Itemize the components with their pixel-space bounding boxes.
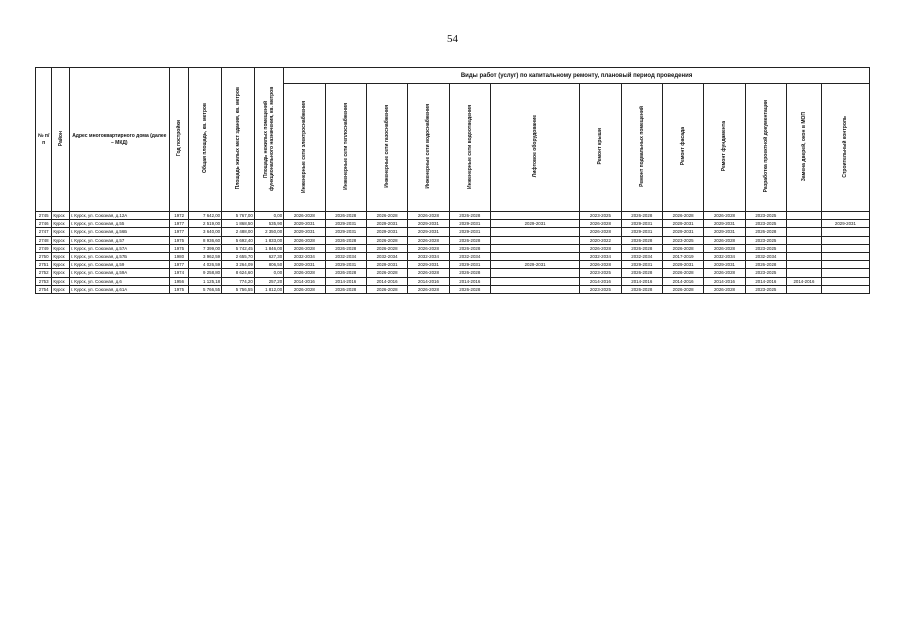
cell-address: г. Курск, ул. Союзная, д.57Б: [69, 252, 169, 260]
col-header-heat: Инженерные сети теплоснабжения: [325, 84, 366, 212]
cell-construction-control: 2029-2031: [821, 220, 869, 228]
cell-facade: 2026-2028: [662, 285, 703, 293]
col-header-construction-control: Строительный контроль: [821, 84, 869, 212]
cell-area-living: 774,20: [222, 277, 255, 285]
cell-basement: 2029-2031: [621, 261, 662, 269]
cell-electric: 2026-2028: [284, 244, 325, 252]
cell-area-non-residential: 1 846,00: [254, 244, 283, 252]
cell-facade: 2023-2025: [662, 236, 703, 244]
cell-area-living: 5 756,55: [222, 285, 255, 293]
cell-area-total: 9 258,80: [189, 269, 222, 277]
cell-gas: 2029-2031: [366, 261, 407, 269]
cell-area-total: 5 766,55: [189, 285, 222, 293]
cell-electric: 2026-2028: [284, 285, 325, 293]
cell-row-number: 2751: [36, 261, 52, 269]
cell-roof: 2023-2025: [580, 212, 621, 220]
cell-basement: 2026-2028: [621, 269, 662, 277]
cell-gas: 2026-2028: [366, 212, 407, 220]
cell-foundation: 2026-2028: [704, 244, 745, 252]
cell-foundation: 2029-2031: [704, 228, 745, 236]
cell-doors-windows: [787, 252, 822, 260]
cell-area-non-residential: 806,50: [254, 261, 283, 269]
cell-address: г. Курск, ул. Союзная, д.57: [69, 236, 169, 244]
cell-district: Курск: [52, 244, 69, 252]
cell-roof: 2014-2016: [580, 277, 621, 285]
cell-row-number: 2746: [36, 220, 52, 228]
cell-doors-windows: [787, 236, 822, 244]
table-row: [36, 212, 870, 220]
cell-sewer: 2032-2034: [449, 252, 490, 260]
table-row: [36, 285, 870, 293]
cell-facade: 2026-2028: [662, 269, 703, 277]
col-header-lift: Лифтовое оборудование: [490, 84, 579, 212]
cell-electric: 2026-2028: [284, 269, 325, 277]
cell-row-number: 2753: [36, 277, 52, 285]
cell-electric: 2014-2016: [284, 277, 325, 285]
cell-district: Курск: [52, 252, 69, 260]
cell-area-living: 5 692,40: [222, 236, 255, 244]
cell-construction-control: [821, 261, 869, 269]
cell-district: Курск: [52, 212, 69, 220]
cell-heat: 2026-2028: [325, 236, 366, 244]
cell-gas: 2026-2028: [366, 285, 407, 293]
col-header-area-non-residential: Площадь нежилых помещений функционального назначения, кв. метров: [254, 68, 283, 212]
cell-heat: 2029-2031: [325, 228, 366, 236]
cell-area-total: 1 125,18: [189, 277, 222, 285]
col-header-doors-windows: Замена дверей, окон в МОП: [787, 84, 822, 212]
cell-year-built: 1977: [169, 261, 189, 269]
cell-year-built: 1975: [169, 244, 189, 252]
cell-foundation: 2026-2028: [704, 269, 745, 277]
col-header-district: Район: [52, 68, 69, 212]
cell-facade: 2029-2031: [662, 228, 703, 236]
cell-district: Курск: [52, 261, 69, 269]
col-header-number: № п/п: [36, 68, 52, 212]
table-header: [36, 68, 870, 212]
cell-gas: 2026-2028: [366, 244, 407, 252]
cell-lift: [490, 236, 579, 244]
cell-design-docs: 2032-2034: [745, 252, 786, 260]
cell-heat: 2029-2031: [325, 220, 366, 228]
cell-district: Курск: [52, 285, 69, 293]
cell-roof: 2020-2022: [580, 236, 621, 244]
cell-electric: 2029-2031: [284, 228, 325, 236]
col-header-design-docs: Разработка проектной документации: [745, 84, 786, 212]
cell-construction-control: [821, 277, 869, 285]
cell-design-docs: 2023-2025: [745, 220, 786, 228]
cell-water: 2029-2031: [408, 261, 449, 269]
cell-year-built: 1972: [169, 212, 189, 220]
cell-basement: 2026-2028: [621, 244, 662, 252]
page-number: 54: [447, 33, 458, 45]
cell-basement: 2014-2016: [621, 277, 662, 285]
cell-area-total: 7 642,00: [189, 212, 222, 220]
cell-foundation: 2029-2031: [704, 261, 745, 269]
cell-basement: 2032-2034: [621, 252, 662, 260]
cell-design-docs: 2023-2025: [745, 244, 786, 252]
cell-area-living: 8 624,60: [222, 269, 255, 277]
cell-area-living: 5 742,45: [222, 244, 255, 252]
cell-address: г. Курск, ул. Союзная, д.59: [69, 261, 169, 269]
cell-lift: [490, 244, 579, 252]
cell-row-number: 2754: [36, 285, 52, 293]
cell-basement: 2029-2031: [621, 220, 662, 228]
cell-gas: 2014-2016: [366, 277, 407, 285]
cell-address: г. Курск, ул. Союзная, д.57А: [69, 244, 169, 252]
cell-doors-windows: [787, 212, 822, 220]
table-row: [36, 261, 870, 269]
cell-doors-windows: [787, 228, 822, 236]
cell-doors-windows: [787, 269, 822, 277]
cell-water: 2014-2016: [408, 277, 449, 285]
cell-year-built: 1977: [169, 220, 189, 228]
cell-water: 2029-2031: [408, 220, 449, 228]
cell-district: Курск: [52, 220, 69, 228]
cell-year-built: 1975: [169, 285, 189, 293]
cell-lift: [490, 277, 579, 285]
cell-address: г. Курск, ул. Союзная, д.59А: [69, 269, 169, 277]
col-header-roof: Ремонт крыши: [580, 84, 621, 212]
cell-facade: 2017-2019: [662, 252, 703, 260]
table-row: [36, 269, 870, 277]
cell-area-non-residential: 535,90: [254, 220, 283, 228]
cell-water: 2032-2034: [408, 252, 449, 260]
cell-electric: 2026-2028: [284, 236, 325, 244]
cell-water: 2026-2028: [408, 212, 449, 220]
cell-sewer: 2026-2028: [449, 244, 490, 252]
col-header-sewer: Инженерные сети водоотведения: [449, 84, 490, 212]
table-row: [36, 220, 870, 228]
cell-construction-control: [821, 269, 869, 277]
cell-water: 2026-2028: [408, 285, 449, 293]
col-header-year-built: Год постройки: [169, 68, 189, 212]
cell-year-built: 1974: [169, 269, 189, 277]
cell-foundation: 2032-2034: [704, 252, 745, 260]
cell-address: г. Курск, ул. Союзная, д.55: [69, 220, 169, 228]
cell-design-docs: 2026-2028: [745, 261, 786, 269]
cell-lift: [490, 212, 579, 220]
cell-area-living: 5 767,00: [222, 212, 255, 220]
cell-doors-windows: [787, 244, 822, 252]
cell-electric: 2029-2031: [284, 220, 325, 228]
cell-address: г. Курск, ул. Союзная, д.12А: [69, 212, 169, 220]
cell-year-built: 1975: [169, 236, 189, 244]
cell-construction-control: [821, 212, 869, 220]
col-header-electric: Инженерные сети электроснабжения: [284, 84, 325, 212]
cell-area-total: 2 519,00: [189, 220, 222, 228]
cell-facade: 2014-2016: [662, 277, 703, 285]
cell-sewer: 2014-2016: [449, 277, 490, 285]
cell-area-non-residential: 1 812,00: [254, 285, 283, 293]
cell-year-built: 1977: [169, 228, 189, 236]
cell-area-non-residential: 2 350,00: [254, 228, 283, 236]
table-row: [36, 244, 870, 252]
cell-water: 2029-2031: [408, 228, 449, 236]
cell-area-living: 2 488,00: [222, 228, 255, 236]
cell-gas: 2026-2028: [366, 236, 407, 244]
cell-roof: 2026-2028: [580, 244, 621, 252]
cell-sewer: 2029-2031: [449, 261, 490, 269]
cell-roof: 2032-2034: [580, 252, 621, 260]
cell-construction-control: [821, 244, 869, 252]
cell-construction-control: [821, 236, 869, 244]
cell-design-docs: 2026-2028: [745, 228, 786, 236]
cell-area-living: 3 264,09: [222, 261, 255, 269]
col-header-facade: Ремонт фасада: [662, 84, 703, 212]
cell-roof: 2026-2028: [580, 261, 621, 269]
cell-heat: 2026-2028: [325, 269, 366, 277]
cell-sewer: 2029-2031: [449, 220, 490, 228]
cell-gas: 2029-2031: [366, 220, 407, 228]
capital-repair-schedule-table: [35, 67, 870, 294]
col-header-address: Адрес многоквартирного дома (далее – МКД): [69, 68, 169, 212]
works-group-title: Виды работ (услуг) по капитальному ремонту, плановый период проведения: [284, 68, 870, 84]
cell-area-non-residential: 0,00: [254, 212, 283, 220]
cell-water: 2026-2028: [408, 269, 449, 277]
cell-address: г. Курск, ул. Союзная, д.6: [69, 277, 169, 285]
cell-basement: 2026-2028: [621, 236, 662, 244]
cell-sewer: 2026-2028: [449, 285, 490, 293]
cell-area-living: 1 868,50: [222, 220, 255, 228]
cell-facade: 2029-2031: [662, 261, 703, 269]
cell-area-non-residential: 257,20: [254, 277, 283, 285]
cell-area-non-residential: 1 833,00: [254, 236, 283, 244]
col-header-area-total: Общая площадь, кв. метров: [189, 68, 222, 212]
cell-roof: 2026-2028: [580, 220, 621, 228]
cell-design-docs: 2023-2025: [745, 212, 786, 220]
col-header-gas: Инженерные сети газоснабжения: [366, 84, 407, 212]
cell-row-number: 2752: [36, 269, 52, 277]
cell-year-built: 1956: [169, 277, 189, 285]
cell-design-docs: 2023-2025: [745, 236, 786, 244]
col-header-basement: Ремонт подвальных помещений: [621, 84, 662, 212]
cell-basement: 2026-2028: [621, 285, 662, 293]
table-body: [36, 212, 870, 294]
cell-doors-windows: [787, 285, 822, 293]
cell-area-total: 7 399,00: [189, 244, 222, 252]
cell-roof: 2026-2028: [580, 228, 621, 236]
cell-gas: 2032-2034: [366, 252, 407, 260]
cell-gas: 2029-2031: [366, 228, 407, 236]
table-row: [36, 252, 870, 260]
cell-design-docs: 2014-2016: [745, 277, 786, 285]
cell-area-total: 8 936,60: [189, 236, 222, 244]
cell-design-docs: 2023-2025: [745, 269, 786, 277]
cell-foundation: 2029-2031: [704, 220, 745, 228]
cell-district: Курск: [52, 277, 69, 285]
cell-sewer: 2026-2028: [449, 269, 490, 277]
cell-construction-control: [821, 228, 869, 236]
cell-area-total: 3 640,00: [189, 228, 222, 236]
cell-row-number: 2750: [36, 252, 52, 260]
cell-area-living: 2 655,70: [222, 252, 255, 260]
cell-electric: 2029-2031: [284, 261, 325, 269]
cell-address: г. Курск, ул. Союзная, д.61А: [69, 285, 169, 293]
cell-doors-windows: [787, 261, 822, 269]
cell-heat: 2026-2028: [325, 244, 366, 252]
cell-area-total: 3 962,59: [189, 252, 222, 260]
cell-electric: 2032-2034: [284, 252, 325, 260]
cell-lift: 2029-2031: [490, 220, 579, 228]
cell-district: Курск: [52, 269, 69, 277]
cell-facade: 2026-2028: [662, 244, 703, 252]
cell-lift: [490, 285, 579, 293]
cell-sewer: 2029-2031: [449, 228, 490, 236]
cell-district: Курск: [52, 236, 69, 244]
cell-heat: 2026-2028: [325, 285, 366, 293]
cell-sewer: 2026-2028: [449, 212, 490, 220]
cell-area-total: 4 026,59: [189, 261, 222, 269]
cell-foundation: 2014-2016: [704, 277, 745, 285]
cell-lift: [490, 228, 579, 236]
cell-basement: 2029-2031: [621, 228, 662, 236]
col-header-area-living: Площадь жилых мест здания, кв. метров: [222, 68, 255, 212]
cell-foundation: 2026-2028: [704, 236, 745, 244]
cell-heat: 2032-2034: [325, 252, 366, 260]
cell-area-non-residential: 627,30: [254, 252, 283, 260]
cell-address: г. Курск, ул. Союзная, д.56Б: [69, 228, 169, 236]
cell-facade: 2026-2028: [662, 212, 703, 220]
cell-doors-windows: [787, 220, 822, 228]
cell-row-number: 2748: [36, 236, 52, 244]
table-row: [36, 228, 870, 236]
cell-heat: 2026-2028: [325, 212, 366, 220]
cell-lift: [490, 252, 579, 260]
col-header-water: Инженерные сети водоснабжения: [408, 84, 449, 212]
cell-heat: 2014-2016: [325, 277, 366, 285]
cell-district: Курск: [52, 228, 69, 236]
cell-electric: 2026-2028: [284, 212, 325, 220]
cell-roof: 2023-2025: [580, 285, 621, 293]
cell-construction-control: [821, 252, 869, 260]
cell-facade: 2029-2031: [662, 220, 703, 228]
table-row: [36, 236, 870, 244]
cell-roof: 2023-2025: [580, 269, 621, 277]
cell-sewer: 2026-2028: [449, 236, 490, 244]
cell-row-number: 2745: [36, 212, 52, 220]
cell-foundation: 2026-2028: [704, 212, 745, 220]
cell-water: 2026-2028: [408, 236, 449, 244]
cell-lift: 2029-2031: [490, 261, 579, 269]
cell-area-non-residential: 0,00: [254, 269, 283, 277]
cell-year-built: 1980: [169, 252, 189, 260]
cell-lift: [490, 269, 579, 277]
cell-doors-windows: 2014-2016: [787, 277, 822, 285]
cell-design-docs: 2023-2025: [745, 285, 786, 293]
cell-row-number: 2747: [36, 228, 52, 236]
col-header-foundation: Ремонт фундамента: [704, 84, 745, 212]
cell-heat: 2029-2031: [325, 261, 366, 269]
cell-water: 2026-2028: [408, 244, 449, 252]
cell-foundation: 2026-2028: [704, 285, 745, 293]
cell-gas: 2026-2028: [366, 269, 407, 277]
cell-construction-control: [821, 285, 869, 293]
table-row: [36, 277, 870, 285]
cell-row-number: 2749: [36, 244, 52, 252]
cell-basement: 2026-2028: [621, 212, 662, 220]
